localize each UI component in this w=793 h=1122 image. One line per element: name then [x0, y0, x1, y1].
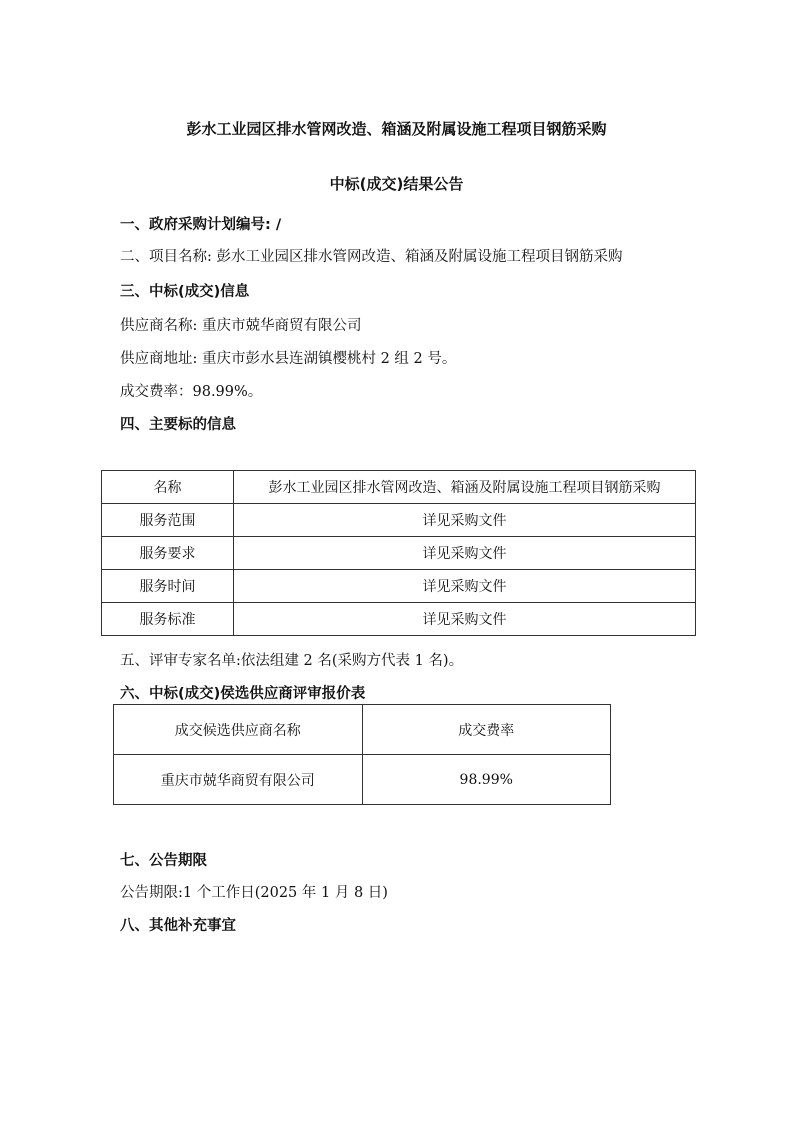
- table-cell-value: 详见采购文件: [234, 603, 696, 636]
- table-header-rate: 成交费率: [362, 705, 611, 755]
- transaction-rate: 成交费率：98.99%。: [120, 384, 263, 400]
- table-cell-key: 名称: [102, 471, 234, 504]
- candidate-quote-table: [113, 704, 611, 805]
- table-cell-key: 服务标准: [102, 603, 234, 636]
- title-line-2: 中标(成交)结果公告: [329, 175, 464, 193]
- section-8-other-matters: 八、其他补充事宜: [120, 918, 236, 934]
- section-1-plan-number: 一、政府采购计划编号: /: [120, 217, 282, 233]
- section-5-expert-list: 五、评审专家名单:依法组建 2 名(采购方代表 1 名)。: [120, 653, 464, 669]
- table-row: [114, 755, 611, 805]
- table-cell-value: 详见采购文件: [234, 570, 696, 603]
- section-2-project-name: 二、项目名称: 彭水工业园区排水管网改造、箱涵及附属设施工程项目钢筋采购: [120, 249, 623, 265]
- table-cell-key: 服务时间: [102, 570, 234, 603]
- supplier-name: 供应商名称: 重庆市兢华商贸有限公司: [120, 318, 362, 334]
- table-cell-key: 服务要求: [102, 537, 234, 570]
- notice-period-detail: 公告期限:1 个工作日(2025 年 1 月 8 日): [120, 885, 388, 901]
- section-3-award-info: 三、中标(成交)信息: [120, 284, 250, 300]
- title-line-1: 彭水工业园区排水管网改造、箱涵及附属设施工程项目钢筋采购: [186, 120, 607, 138]
- subject-info-table: [101, 470, 696, 636]
- table-header-row: [114, 705, 611, 755]
- supplier-address: 供应商地址: 重庆市彭水县连湖镇樱桃村 2 组 2 号。: [120, 351, 457, 367]
- table-cell-supplier: 重庆市兢华商贸有限公司: [114, 755, 363, 805]
- table-row: [102, 603, 696, 636]
- table-row: [102, 570, 696, 603]
- table-row: [102, 537, 696, 570]
- section-4-subject-info: 四、主要标的信息: [120, 417, 236, 433]
- table-cell-rate: 98.99%: [362, 755, 611, 805]
- table-row: [102, 471, 696, 504]
- table-row: [102, 504, 696, 537]
- table-header-supplier: 成交候选供应商名称: [114, 705, 363, 755]
- section-6-candidate-table-title: 六、中标(成交)侯选供应商评审报价表: [120, 686, 366, 702]
- table-cell-value: 详见采购文件: [234, 537, 696, 570]
- table-cell-value: 彭水工业园区排水管网改造、箱涵及附属设施工程项目钢筋采购: [234, 471, 696, 504]
- table-cell-key: 服务范围: [102, 504, 234, 537]
- table-cell-value: 详见采购文件: [234, 504, 696, 537]
- section-7-notice-period: 七、公告期限: [120, 853, 207, 869]
